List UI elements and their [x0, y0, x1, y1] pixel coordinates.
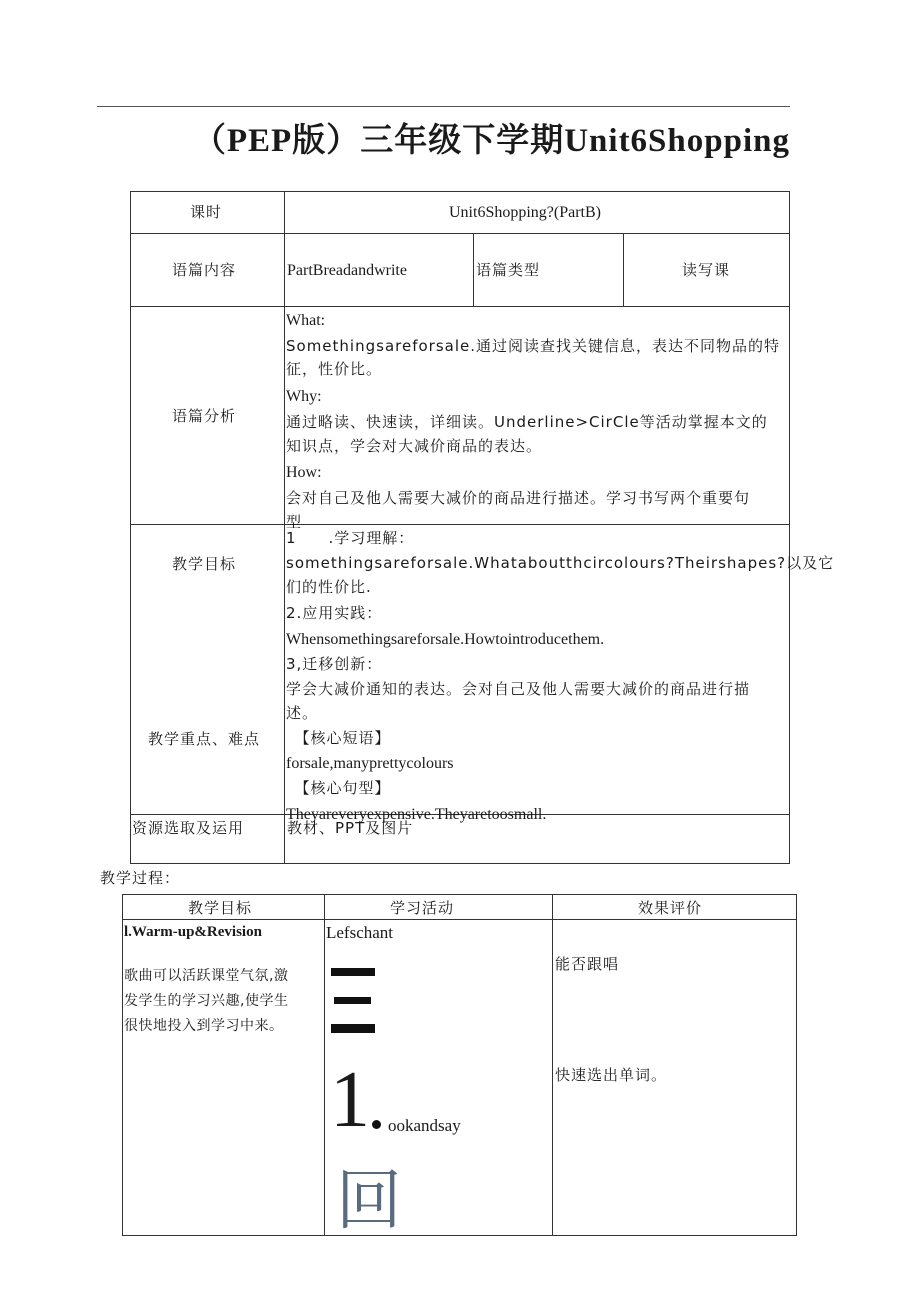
t1-row-divider [130, 233, 790, 234]
bullet-dot [372, 1120, 381, 1129]
analysis-line: 通过略读、快速读，详细读。Underline>CirCle等活动掌握本文的 [286, 413, 768, 431]
header-rule [97, 106, 790, 107]
goals-label: 教学目标 [172, 555, 237, 573]
image-fragment-bar [331, 968, 375, 976]
analysis-line: 型 [286, 513, 303, 531]
t1-row-divider [130, 306, 790, 307]
analysis-cell [286, 308, 788, 531]
document-title: （PEP版）三年级下学期Unit6Shopping [192, 123, 790, 159]
t2-col-divider [324, 894, 325, 1236]
eval-sing-along: 能否跟唱 [555, 955, 620, 973]
lesson-value: Unit6Shopping?(PartB) [449, 204, 601, 221]
goals-line: 学会大减价通知的表达。会对自己及他人需要大减价的商品进行描 [286, 680, 751, 698]
goals-line: 2.应用实践： [286, 604, 383, 622]
t1-col-divider-2 [473, 234, 474, 307]
goals-line: 们的性价比. [286, 578, 372, 596]
goals-line: forsale,manyprettycolours [286, 755, 454, 772]
content-label: 语篇内容 [172, 261, 237, 279]
image-fragment-glyph: 回 [336, 1162, 402, 1239]
activity-look-say: ookandsay [388, 1116, 461, 1135]
analysis-line: 知识点，学会对大减价商品的表达。 [286, 437, 543, 455]
stage-desc-line: 发学生的学习兴趣,使学生 [124, 993, 289, 1009]
goals-line: 3,迁移创新： [286, 655, 383, 673]
process-header-goal: 教学目标 [188, 899, 253, 917]
goals-line: somethingsareforsale.Whataboutthcircolours?Theirshapes?以及它 [286, 554, 835, 572]
stage-desc-line: 歌曲可以活跃课堂气氛,激 [124, 968, 289, 984]
lesson-label: 课时 [190, 203, 223, 221]
analysis-line: Why: [286, 388, 322, 405]
stage-title: l.Warm-up&Revision [124, 924, 262, 940]
content-value: PartBreadandwrite [287, 262, 407, 279]
analysis-line: How: [286, 464, 322, 481]
eval-pick-words: 快速选出单词。 [555, 1066, 668, 1084]
analysis-line: What: [286, 312, 326, 329]
stage-desc-line: 很快地投入到学习中来。 [124, 1018, 284, 1034]
image-fragment-bar [331, 1024, 375, 1033]
goals-line: 【核心短语】 [286, 729, 391, 747]
activity-chant: Lefschant [326, 923, 394, 942]
goals-line: 【核心句型】 [286, 779, 391, 797]
analysis-line: 会对自己及他人需要大减价的商品进行描述。学习书写两个重要句 [286, 489, 751, 507]
resources-value: 教材、PPT及图片 [287, 819, 414, 837]
analysis-label: 语篇分析 [172, 407, 237, 425]
t1-col-divider-3 [623, 234, 624, 307]
analysis-line: Somethingsareforsale.通过阅读查找关键信息，表达不同物品的特 [286, 337, 780, 355]
process-table [122, 894, 797, 1239]
image-fragment-bar [334, 997, 371, 1004]
t1-row-divider [130, 524, 790, 525]
type-value: 读写课 [682, 261, 731, 279]
goals-cell [286, 526, 835, 823]
goals-line: 述。 [286, 704, 319, 722]
goals-line: Whensomethingsareforsale.Howtointroducethem. [286, 631, 605, 648]
process-header-activity: 学习活动 [390, 899, 455, 917]
activity-number: 1 [330, 1056, 370, 1144]
image-fragment-clip [330, 1160, 430, 1239]
process-label: 教学过程： [100, 869, 181, 887]
process-header-eval: 效果评价 [638, 899, 703, 917]
t2-col-divider [552, 894, 553, 1236]
goals-line: Theyareveryexpensive.Theyaretoosmall. [286, 806, 547, 823]
analysis-line: 征，性价比。 [286, 360, 383, 378]
t1-col-divider [284, 191, 285, 864]
keypoints-label: 教学重点、难点 [148, 730, 261, 748]
goals-line: 1 .学习理解： [286, 529, 415, 547]
resources-label: 资源选取及运用 [132, 819, 245, 837]
type-label: 语篇类型 [476, 261, 541, 279]
